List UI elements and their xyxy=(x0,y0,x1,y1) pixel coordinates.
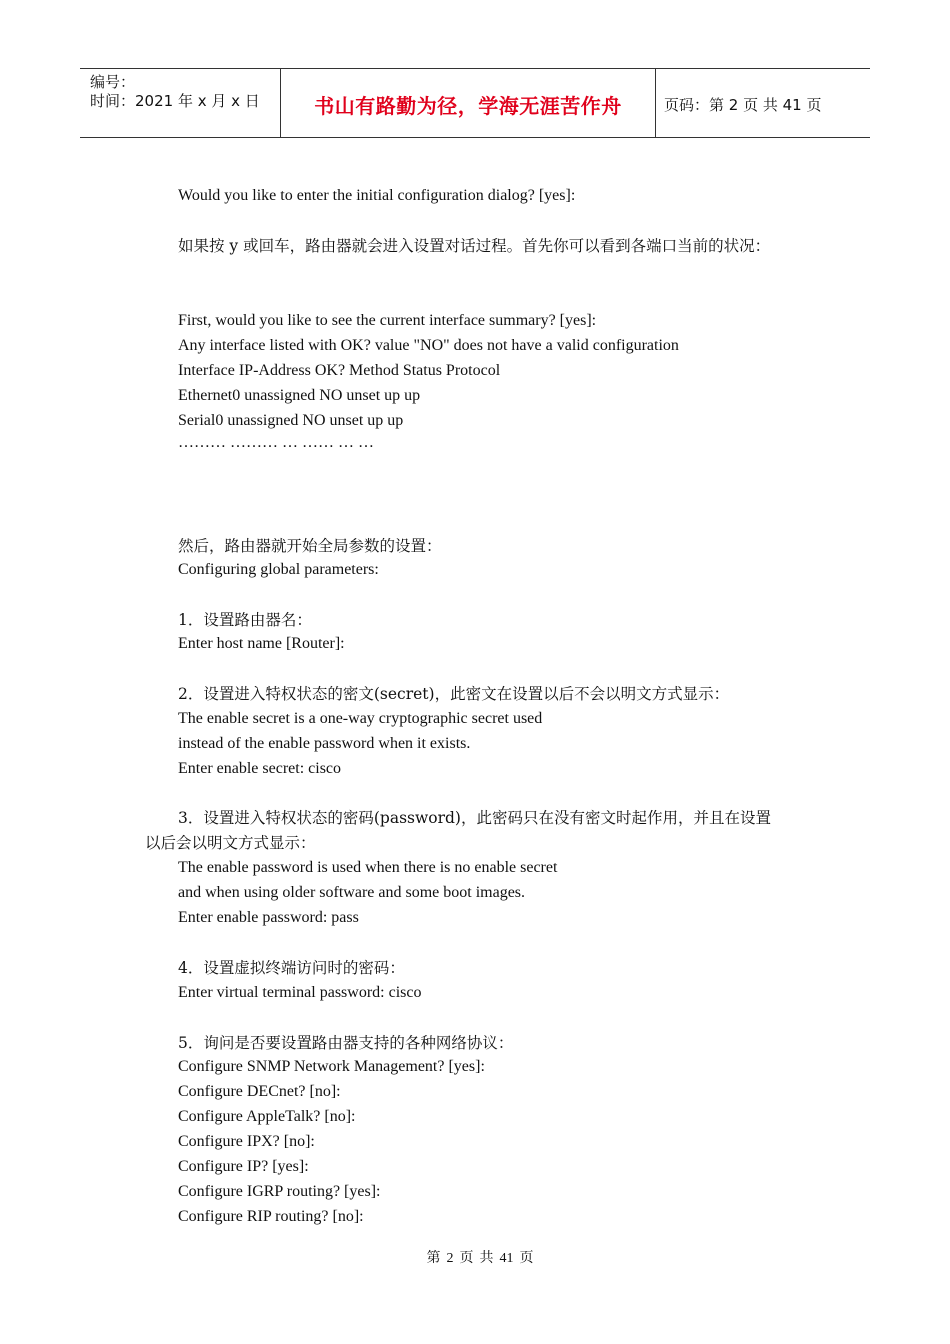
body-line: Enter enable password: pass xyxy=(178,909,359,926)
body-line: Enter host name [Router]: xyxy=(178,635,345,652)
footer-word: 第 xyxy=(426,1251,441,1266)
header-motto-cell xyxy=(280,69,656,137)
body-line: instead of the enable password when it exists. xyxy=(178,735,471,752)
page-footer xyxy=(0,1247,950,1267)
body-line: First, would you like to see the current interface summary? [yes]: xyxy=(178,312,597,329)
body-line: Serial0 unassigned NO unset up up xyxy=(178,412,404,429)
body-line: 如果按 y 或回车，路由器就会进入设置对话过程。首先你可以看到各端口当前的状况： xyxy=(178,237,771,255)
body-line: 2．设置进入特权状态的密文(secret)，此密文在设置以后不会以明文方式显示： xyxy=(178,685,730,703)
body-line: The enable secret is a one-way cryptographic secret used xyxy=(178,710,543,727)
header-meta-cell xyxy=(80,69,280,137)
header-page-cell xyxy=(655,69,870,137)
body-line: The enable password is used when there is no enable secret xyxy=(178,859,558,876)
body-line: 1．设置路由器名： xyxy=(178,611,312,629)
body-line: 3．设置进入特权状态的密码(password)，此密码只在没有密文时起作用，并且在设置 xyxy=(178,809,771,827)
body-line: Ethernet0 unassigned NO unset up up xyxy=(178,387,421,404)
body-line: 然后，路由器就开始全局参数的设置： xyxy=(178,537,442,555)
body-line: Interface IP-Address OK? Method Status Protocol xyxy=(178,362,501,379)
document-date: 时间：2021 年 x 月 x 日 xyxy=(90,92,260,110)
page-header xyxy=(80,68,870,138)
footer-total-pages: 41 xyxy=(499,1251,514,1266)
body-line: Configure AppleTalk? [no]: xyxy=(178,1108,356,1125)
header-motto: 书山有路勤为径，学海无涯苦作舟 xyxy=(314,94,622,118)
body-line: Configuring global parameters: xyxy=(178,561,379,578)
body-line: Would you like to enter the initial configuration dialog? [yes]: xyxy=(178,187,576,204)
footer-word: 共 xyxy=(479,1251,494,1266)
body-line: 5．询问是否要设置路由器支持的各种网络协议： xyxy=(178,1034,514,1052)
footer-word: 页 xyxy=(519,1251,534,1266)
header-page-info: 页码：第 2 页 共 41 页 xyxy=(664,96,822,114)
body-line: Configure SNMP Network Management? [yes]: xyxy=(178,1058,485,1075)
document-number-label: 编号： xyxy=(90,73,136,91)
body-line: Configure IGRP routing? [yes]: xyxy=(178,1183,381,1200)
body-line: ……… ……… … …… … … xyxy=(178,434,374,451)
footer-page-number: 2 xyxy=(446,1251,454,1266)
footer-word: 页 xyxy=(459,1251,474,1266)
body-line: Configure IP? [yes]: xyxy=(178,1158,309,1175)
body-line: Enter enable secret: cisco xyxy=(178,760,342,777)
body-line: and when using older software and some boot images. xyxy=(178,884,526,901)
body-line: Configure RIP routing? [no]: xyxy=(178,1208,364,1225)
body-line: Any interface listed with OK? value "NO" does not have a valid configuration xyxy=(178,337,679,354)
body-line: 4．设置虚拟终端访问时的密码： xyxy=(178,959,405,977)
body-line: Configure IPX? [no]: xyxy=(178,1133,315,1150)
body-line: Configure DECnet? [no]: xyxy=(178,1083,341,1100)
body-line: 以后会以明文方式显示： xyxy=(145,834,316,852)
body-line: Enter virtual terminal password: cisco xyxy=(178,984,422,1001)
